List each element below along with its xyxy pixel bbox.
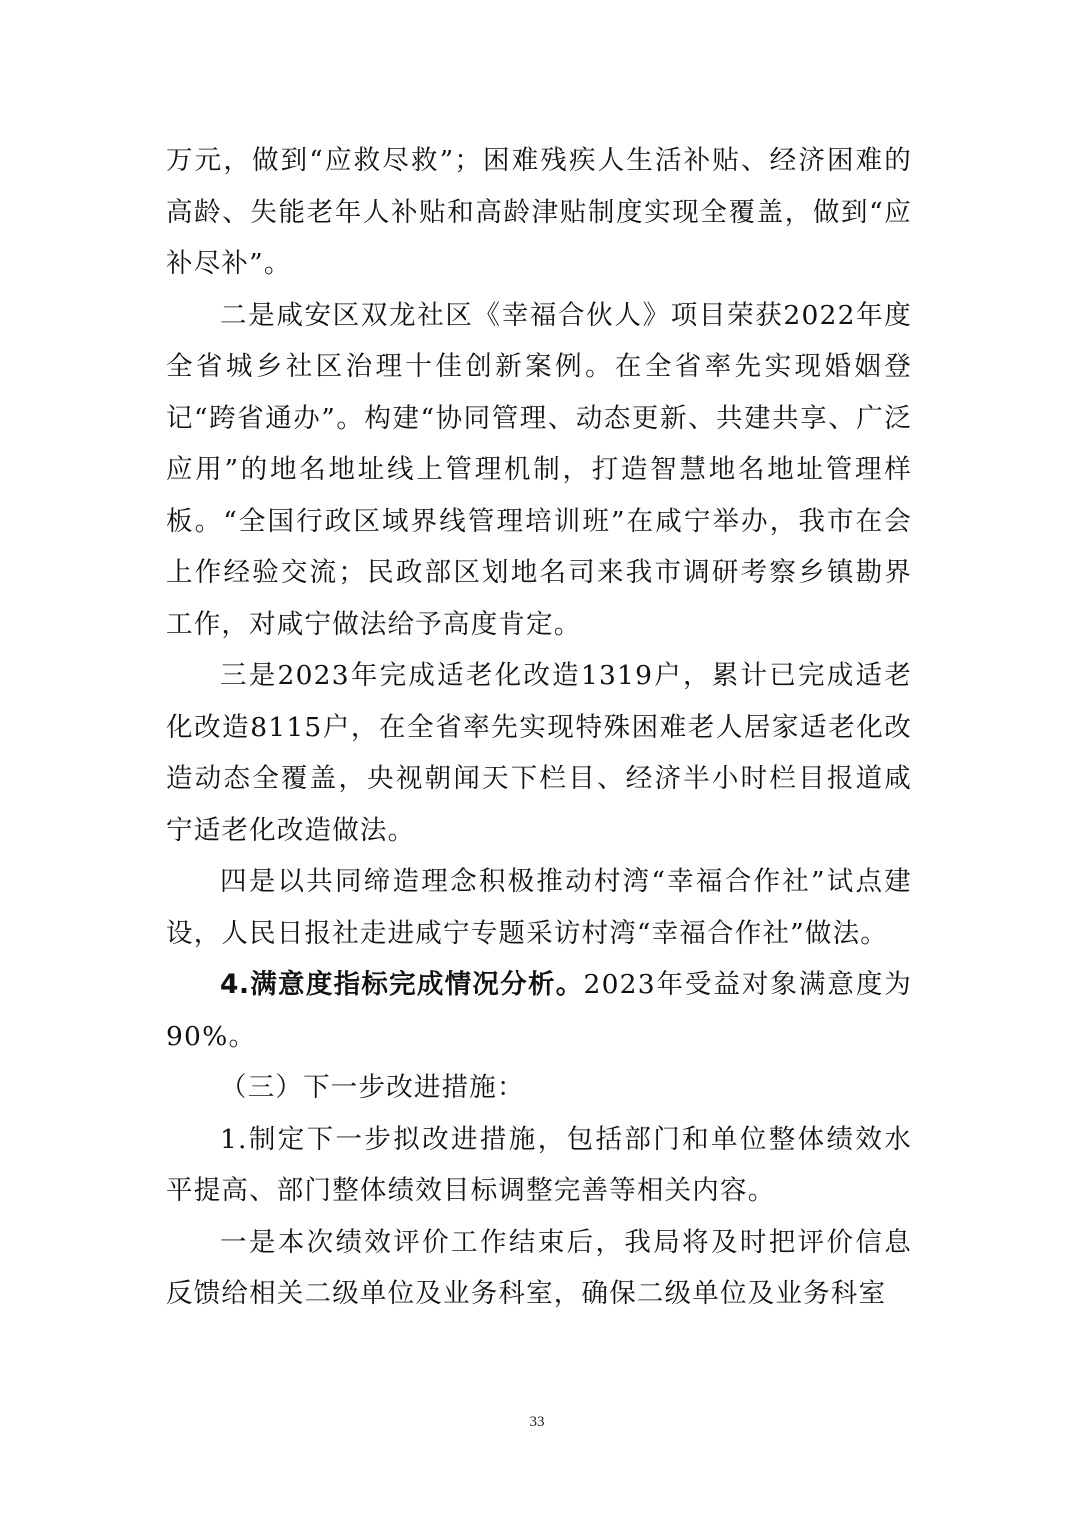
body-text (166, 135, 912, 1320)
paragraph-improvement-1 (166, 1114, 912, 1217)
paragraph-text: 2023年受益对象满意度为90%。 (166, 969, 912, 1052)
paragraph-satisfaction (166, 959, 912, 1062)
section-heading (166, 1062, 912, 1114)
paragraph-third-item (166, 650, 912, 856)
satisfaction-heading: 4.满意度指标完成情况分析。 (220, 969, 584, 1000)
paragraph-continuation (166, 135, 912, 290)
section-heading-text: （三）下一步改进措施： (220, 1072, 525, 1103)
page-number: 33 (529, 1414, 545, 1430)
paragraph-text: 万元，做到“应救尽救”；困难残疾人生活补贴、经济困难的高龄、失能老年人补贴和高龄津贴制度实现全覆盖，做到“应补尽补”。 (166, 145, 912, 279)
paragraph-second-item (166, 290, 912, 651)
paragraph-improvement-first (166, 1217, 912, 1320)
paragraph-text: 一是本次绩效评价工作结束后，我局将及时把评价信息反馈给相关二级单位及业务科室，确保二级单位及业务科室 (166, 1226, 912, 1309)
paragraph-text: 三是2023年完成适老化改造1319户，累计已完成适老化改造8115户，在全省率先实现特殊困难老人居家适老化改造动态全覆盖，央视朝闻天下栏目、经济半小时栏目报道咸宁适老化改造做法。 (166, 660, 912, 846)
paragraph-text: 四是以共同缔造理念积极推动村湾“幸福合作社”试点建设，人民日报社走进咸宁专题采访村湾“幸福合作社”做法。 (166, 866, 912, 949)
paragraph-fourth-item (166, 856, 912, 959)
paragraph-text: 1.制定下一步拟改进措施，包括部门和单位整体绩效水平提高、部门整体绩效目标调整完善等相关内容。 (166, 1123, 912, 1206)
paragraph-text: 二是咸安区双龙社区《幸福合伙人》项目荣获2022年度全省城乡社区治理十佳创新案例。在全省率先实现婚姻登记“跨省通办”。构建“协同管理、动态更新、共建共享、广泛应用”的地名地址线上管理机制，打造智慧地名地址管理样板。“全国行政区域界线管理培训班”在咸宁举办，我市在会上作经验交流；民政部区划地名司来我市调研考察乡镇勘界工作，对咸宁做法给予高度肯定。 (166, 299, 912, 640)
